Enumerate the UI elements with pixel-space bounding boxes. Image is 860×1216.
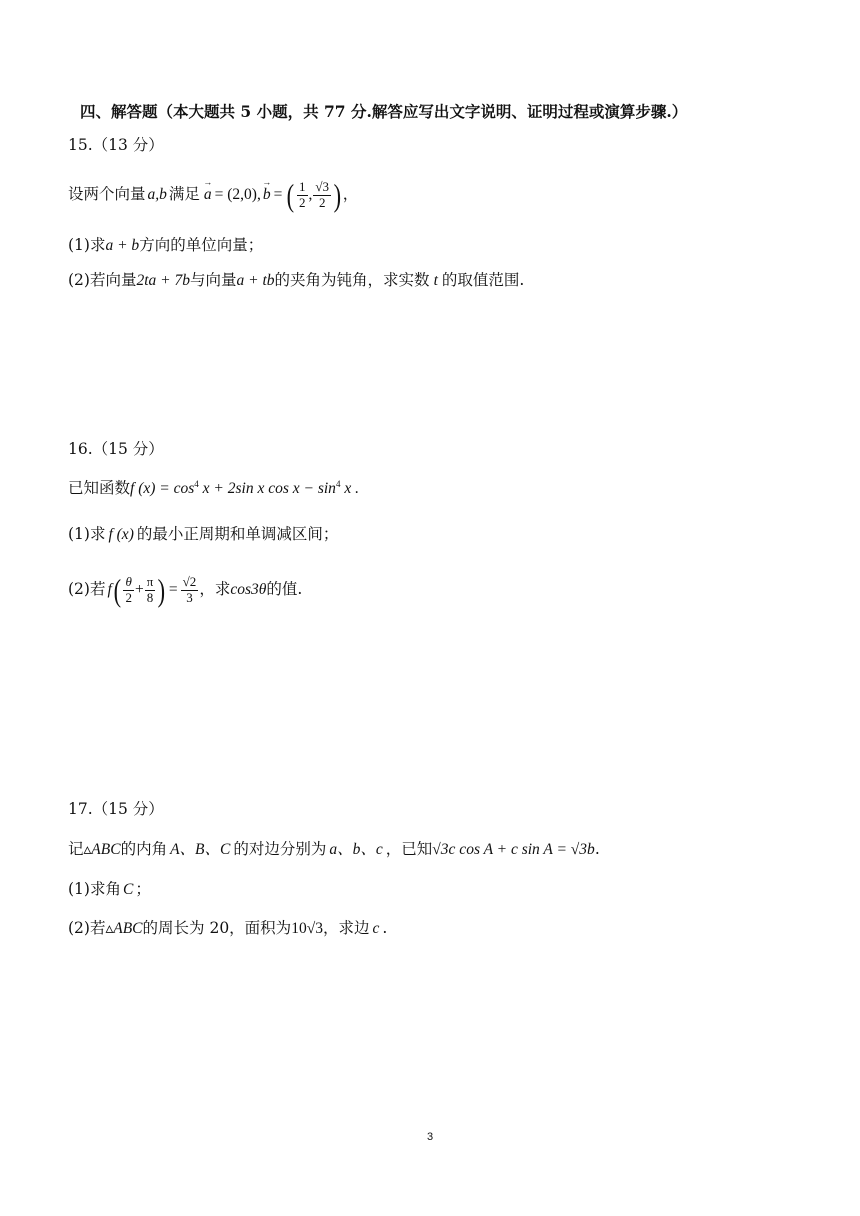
q16-eq: =: [168, 581, 178, 599]
q15-a-value: = (2,0),: [214, 186, 261, 204]
q17-part2-tri: ▵ABC: [105, 920, 143, 937]
q17-part2: [68, 921, 387, 937]
q17-stem4: ，已知: [385, 840, 433, 858]
section-heading: 四、解答题（本大题共 5 小题，共 77 分.解答应写出文字说明、证明过程或演算步骤.）: [80, 102, 688, 121]
q17-number: 17.（15 分）: [68, 800, 164, 818]
q16-stem-mid: x + 2sin x cos x − sin: [198, 480, 336, 498]
q15-stem: [68, 177, 358, 213]
q17-part1-label: (1)求角: [68, 880, 121, 898]
q15-stem-mid: 满足: [168, 185, 200, 204]
q16-part1: [68, 527, 338, 543]
q16-stem-func: f (x) = cos: [130, 480, 195, 498]
q16-frac2: [145, 575, 156, 606]
q15-part1-label: (1)求: [68, 236, 106, 254]
q16-number: 16.（15 分）: [68, 440, 164, 458]
q15-part2-label: (2)若向量: [68, 271, 137, 289]
q17-stem3: 的对边分别为: [233, 840, 327, 858]
q15-part2-var: t: [433, 272, 438, 289]
comma: ,: [308, 186, 313, 204]
q15-part2-expr2: a + tb: [236, 272, 275, 289]
q16-exp2: 4: [335, 479, 341, 489]
q16-part1-label: (1)求: [68, 525, 106, 543]
q15-part2: [68, 273, 524, 289]
q17-stem1: 记: [68, 840, 84, 858]
q16-part2-expr: cos3θ: [230, 581, 267, 599]
q17-part2-end: .: [382, 919, 388, 937]
q15-frac2-den: 2: [318, 194, 326, 210]
q15-part1-expr: a + b: [105, 237, 140, 254]
q17-part1-var: C: [122, 881, 134, 898]
q15-stem-end: ，: [342, 185, 359, 204]
q16-frac1-num: θ: [125, 573, 132, 589]
q17-part1: [68, 882, 151, 898]
q16-part2-end: 的值.: [266, 580, 303, 599]
q17-part2-area: 10√3: [291, 920, 323, 937]
q15-number: 15.（13 分）: [68, 136, 164, 154]
q16-frac3-den: 3: [186, 589, 193, 605]
q16-stem-prefix: 已知函数: [68, 479, 131, 498]
q16-part2-text: ，求: [199, 580, 231, 599]
q17-tri: ▵ABC: [83, 841, 121, 858]
vector-b: → b: [263, 187, 271, 203]
q17-part2-label: (2)若: [68, 919, 106, 937]
q17-stem-end: .: [594, 840, 600, 858]
left-paren: (: [113, 572, 121, 608]
right-paren: ): [157, 572, 166, 608]
q16-part2-label: (2)若: [68, 580, 106, 599]
q16-plus: +: [134, 581, 144, 599]
q17-stem: [68, 842, 600, 858]
q16-part2-f: f: [107, 581, 112, 599]
q15-frac1: [297, 180, 308, 211]
left-paren: (: [286, 177, 295, 213]
q15-part2-end: 的取值范围.: [441, 271, 525, 289]
q15-part1-text: 方向的单位向量；: [139, 236, 264, 254]
q17-stem2: 的内角: [120, 840, 168, 858]
page-number: 3: [426, 1131, 434, 1143]
q17-angles: A、B、C: [170, 841, 231, 858]
q17-equation: √3c cos A + c sin A = √3b: [432, 841, 595, 858]
q15-part1: [68, 238, 263, 254]
right-paren: ): [333, 177, 342, 213]
q15-frac1-den: 2: [299, 194, 306, 210]
q15-frac1-num: 1: [299, 178, 306, 194]
q16-part1-text: 的最小正周期和单调减区间；: [136, 525, 339, 543]
q15-stem-prefix: 设两个向量: [68, 185, 146, 204]
q15-part2-text: 的夹角为钝角，求实数: [274, 271, 430, 289]
q17-part2-var: c: [372, 920, 380, 937]
q16-exp1: 4: [194, 479, 199, 489]
q16-frac2-num: π: [146, 573, 154, 589]
q16-frac3-num: √2: [182, 573, 197, 589]
q15-stem-vars: a,b: [147, 186, 167, 204]
q17-part2-text2: ，求边: [322, 919, 370, 937]
q16-frac3: [181, 575, 199, 606]
q16-frac1: [123, 575, 134, 606]
q16-part1-func: f (x): [108, 526, 134, 543]
q16-stem: [68, 480, 359, 497]
q15-frac2: [313, 180, 331, 211]
q15-frac2-num: √3: [315, 178, 330, 194]
q16-frac1-den: 2: [125, 589, 132, 605]
q16-stem-end: x .: [340, 480, 359, 498]
q17-part2-text1: 的周长为 20，面积为: [142, 919, 292, 937]
q15-part2-mid: 与向量: [190, 271, 237, 289]
q15-part2-expr1: 2ta + 7b: [136, 272, 190, 289]
vector-a: → a: [204, 187, 212, 203]
q17-sides: a、b、c: [329, 841, 383, 858]
q16-part2: [68, 570, 302, 610]
q17-part1-end: ；: [135, 880, 151, 898]
q16-frac2-den: 8: [146, 589, 154, 605]
q15-b-eq: =: [273, 186, 283, 204]
